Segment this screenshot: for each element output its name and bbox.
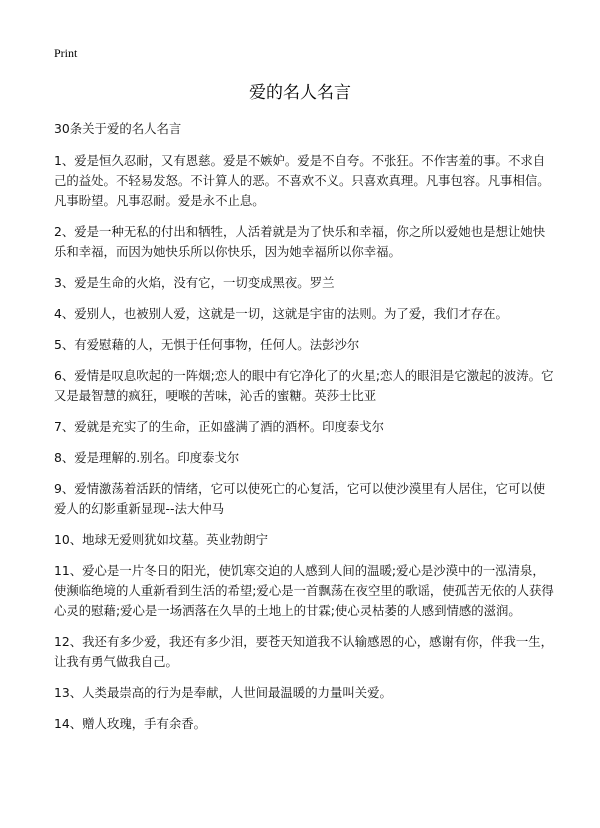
- quote-item: 5、有爱慰藉的人，无惧于任何事物，任何人。法彭沙尔: [54, 337, 360, 352]
- quote-item: 13、人类最崇高的行为是奉献，人世间最温暖的力量叫关爱。: [54, 685, 392, 700]
- quote-item: 2、爱是一种无私的付出和牺牲，人活着就是为了快乐和幸福，你之所以爱她也是想让她快乐和幸福，而因为她快乐所以你快乐，因为她幸福所以你幸福。: [54, 224, 546, 259]
- quote-item: 1、爱是恒久忍耐，又有恩慈。爱是不嫉妒。爱是不自夸。不张狂。不作害羞的事。不求自己的益处。不轻易发怒。不计算人的恶。不喜欢不义。只喜欢真理。凡事包容。凡事相信。凡事盼望。凡事忍耐。爱是永不止息。: [54, 153, 550, 208]
- quote-item: 3、爱是生命的火焰，没有它，一切变成黑夜。罗兰: [54, 275, 335, 290]
- quote-item: 12、我还有多少爱，我还有多少泪，要苍天知道我不认输感恩的心，感谢有你，伴我一生，让我有勇气做我自己。: [54, 634, 554, 669]
- quote-item: 7、爱就是充实了的生命，正如盛满了酒的酒杯。印度泰戈尔: [54, 419, 385, 434]
- quote-item: 6、爱情是叹息吹起的一阵烟;恋人的眼中有它净化了的火星;恋人的眼泪是它激起的波涛。它又是最智慧的疯狂，哽喉的苦味，沁舌的蜜糖。英莎士比亚: [54, 368, 554, 403]
- quote-item: 10、地球无爱则犹如坟墓。英业勃朗宁: [54, 532, 269, 547]
- print-label[interactable]: Print: [54, 46, 78, 60]
- quote-item: 11、爱心是一片冬日的阳光，使饥寒交迫的人感到人间的温暖;爱心是沙漠中的一泓清泉，使濒临绝境的人重新看到生活的希望;爱心是一首飘荡在夜空里的歌谣，使孤苦无依的人获得心灵的慰藉;爱心是一场洒落在久旱的土地上的甘霖;使心灵枯萎的人感到情感的滋润。: [54, 563, 554, 618]
- article-subtitle: 30条关于爱的名人名言: [54, 121, 182, 136]
- quote-item: 4、爱别人，也被别人爱，这就是一切，这就是宇宙的法则。为了爱，我们才存在。: [54, 306, 508, 321]
- quote-item: 14、赠人玫瑰，手有余香。: [54, 716, 207, 731]
- page-title: 爱的名人名言: [249, 83, 351, 103]
- quote-item: 9、爱情激荡着活跃的情绪，它可以使死亡的心复活，它可以使沙漠里有人居住，它可以使爱人的幻影重新显现--法大仲马: [54, 481, 546, 516]
- quote-item: 8、爱是理解的.别名。印度泰戈尔: [54, 450, 240, 465]
- article-body: [54, 119, 554, 745]
